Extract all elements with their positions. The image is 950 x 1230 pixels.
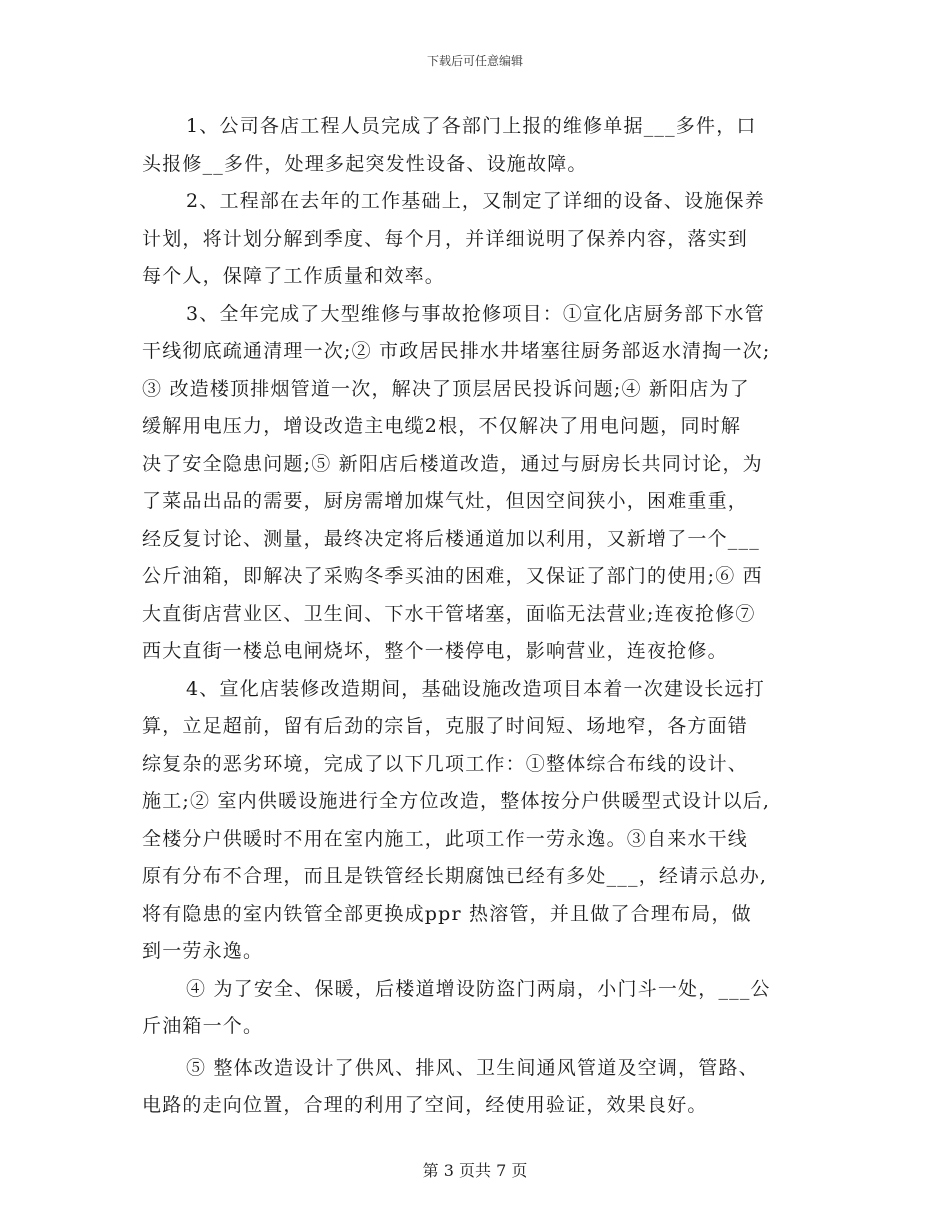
text-line: 全楼分户供暖时不用在室内施工，此项工作一劳永逸。③自来水干线	[142, 827, 749, 850]
text-line: 施工;② 室内供暖设施进行全方位改造，整体按分户供暖型式设计以后,	[142, 790, 771, 812]
text-line: 斤油箱一个。	[142, 1015, 264, 1037]
text-line: 了菜品出品的需要，厨房需增加煤气灶，但因空间狭小，困难重重，	[142, 490, 749, 512]
text-line: 计划，将计划分解到季度、每个月，并详细说明了保养内容，落实到	[142, 227, 749, 250]
text-line: 2、工程部在去年的工作基础上，又制定了详细的设备、设施保养	[186, 190, 765, 212]
document-body	[142, 108, 832, 1125]
text-line: ③ 改造楼顶排烟管道一次，解决了顶层居民投诉问题;④ 新阳店为了	[142, 377, 750, 400]
text-line: 3、全年完成了大型维修与事故抢修项目：①宣化店厨务部下水管	[186, 302, 765, 325]
text-line: 算，立足超前，留有后劲的宗旨，克服了时间短、场地窄，各方面错	[142, 715, 749, 737]
text-line: ④ 为了安全、保暖，后楼道增设防盗门两扇，小门斗一处，___公	[186, 977, 771, 1000]
text-line: 大直街店营业区、卫生间、下水干管堵塞，面临无法营业;连夜抢修⑦	[142, 602, 756, 625]
text-line: 综复杂的恶劣环境，完成了以下几项工作：①整体综合布线的设计、	[142, 752, 749, 775]
text-line: 头报修__多件，处理多起突发性设备、设施故障。	[142, 152, 588, 175]
text-line: 缓解用电压力，增设改造主电缆2根，不仅解决了用电问题，同时解	[142, 415, 742, 437]
paragraph-5	[142, 971, 832, 1046]
page-number: 第 3 页共 7 页	[422, 1161, 528, 1180]
text-line: 将有隐患的室内铁管全部更换成ppr 热溶管，并且做了合理布局，做	[142, 902, 752, 925]
text-line: 电路的走向位置，合理的利用了空间，经使用验证，效果良好。	[142, 1094, 708, 1116]
text-line: ⑤ 整体改造设计了供风、排风、卫生间通风管道及空调，管路、	[186, 1056, 759, 1079]
text-line: 1、公司各店工程人员完成了各部门上报的维修单据___多件，口	[186, 115, 757, 137]
text-line: 西大直街一楼总电闸烧坏，整个一楼停电，影响营业，连夜抢修。	[142, 640, 728, 662]
paragraph-4	[142, 671, 832, 971]
text-line: 到一劳永逸。	[142, 940, 264, 962]
text-line: 原有分布不合理，而且是铁管经长期腐蚀已经有多处___，经请示总办,	[142, 865, 768, 887]
text-line: 干线彻底疏通清理一次;② 市政居民排水井堵塞往厨务部返水清掏一次;	[142, 340, 771, 362]
text-line: 决了安全隐患问题;⑤ 新阳店后楼道改造，通过与厨房长共同讨论，为	[142, 452, 763, 475]
text-line: 每个人，保障了工作质量和效率。	[142, 265, 446, 287]
page-header: 下载后可任意编辑	[426, 54, 523, 68]
paragraph-1	[142, 108, 832, 183]
text-line: 4、宣化店装修改造期间，基础设施改造项目本着一次建设长远打	[186, 677, 765, 700]
paragraph-3	[142, 296, 832, 671]
paragraph-2	[142, 183, 832, 296]
text-line: 公斤油箱，即解决了采购冬季买油的困难，又保证了部门的使用;⑥ 西	[142, 565, 763, 587]
text-line: 经反复讨论、测量，最终决定将后楼通道加以利用，又新增了一个___	[142, 527, 760, 550]
paragraph-6	[142, 1050, 832, 1125]
